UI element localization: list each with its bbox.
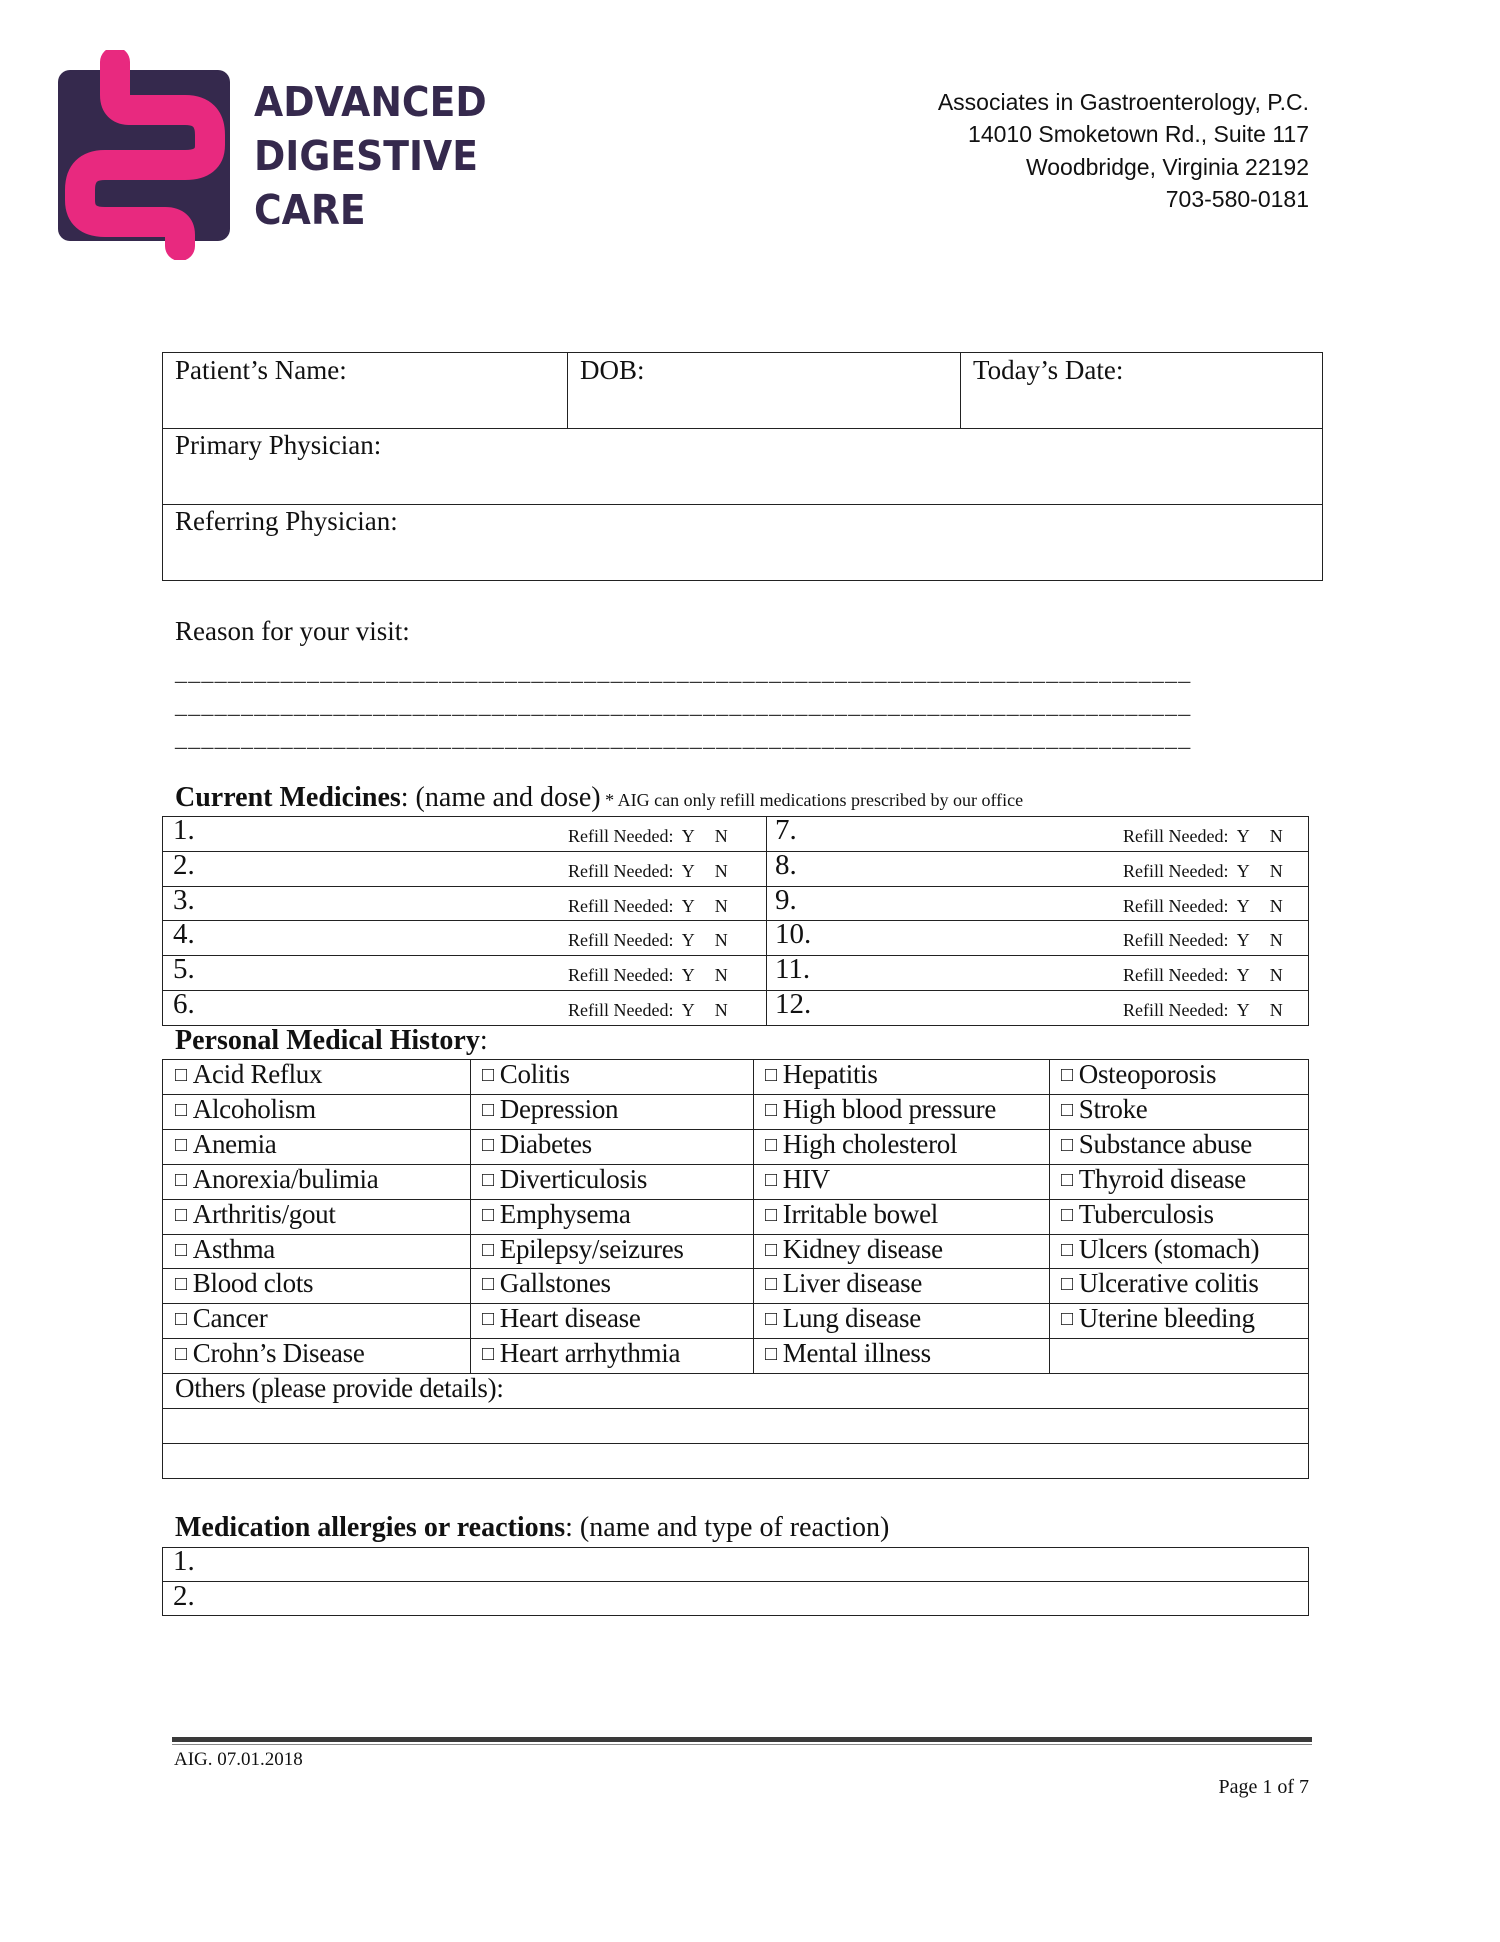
refill-label: Refill Needed:: [568, 1000, 682, 1020]
checkbox-icon[interactable]: □: [765, 1343, 777, 1366]
refill-needed: [568, 861, 728, 882]
refill-needed: [1123, 1000, 1283, 1021]
medicine-row-10[interactable]: 10.: [775, 918, 812, 951]
refill-no-option[interactable]: N: [1269, 826, 1283, 846]
refill-label: Refill Needed:: [1123, 860, 1237, 881]
medicine-row-5[interactable]: 5.: [173, 953, 195, 986]
history-checkbox-tuberculosis[interactable]: [1061, 1199, 1214, 1230]
reason-line-3[interactable]: _____________________________________________________________________________: [175, 726, 1192, 752]
street-address: 14010 Smoketown Rd., Suite 117: [968, 121, 1309, 147]
condition-label: Osteoporosis: [1078, 1059, 1217, 1089]
allergies-heading: Medication allergies or reactions: (name and type of reaction): [175, 1512, 890, 1543]
others-label: Others (please provide details):: [175, 1373, 504, 1404]
checkbox-icon[interactable]: □: [175, 1343, 187, 1366]
medicines-table: [162, 816, 1309, 1026]
refill-needed: [1123, 930, 1283, 951]
refill-label: Refill Needed:: [568, 860, 682, 881]
checkbox-icon[interactable]: □: [482, 1168, 494, 1191]
divider: [960, 352, 961, 428]
refill-no-option[interactable]: N: [714, 895, 728, 916]
history-checkbox-hepatitis[interactable]: [765, 1059, 878, 1090]
condition-label: Gallstones: [499, 1268, 611, 1299]
history-checkbox-acid-reflux[interactable]: [175, 1059, 322, 1090]
refill-needed: [568, 826, 728, 847]
condition-label: HIV: [782, 1163, 830, 1194]
checkbox-icon[interactable]: □: [765, 1238, 777, 1261]
refill-no-option[interactable]: N: [1269, 1000, 1283, 1020]
refill-yes-option[interactable]: Y: [681, 1000, 695, 1020]
medical-history-heading: Personal Medical History:: [175, 1025, 488, 1056]
condition-label: Cancer: [192, 1303, 268, 1334]
refill-label: Refill Needed:: [568, 826, 682, 846]
divider: [163, 851, 1308, 852]
history-checkbox-epilepsy-seizures[interactable]: [482, 1234, 684, 1265]
divider: [163, 990, 1308, 991]
divider: [470, 1060, 471, 1374]
history-checkbox-ulcers-stomach-[interactable]: [1061, 1234, 1259, 1265]
refill-label: Refill Needed:: [1123, 826, 1237, 846]
history-checkbox-crohn-s-disease[interactable]: [175, 1338, 365, 1369]
medicine-row-6[interactable]: 6.: [173, 988, 195, 1020]
condition-label: Anorexia/bulimia: [192, 1163, 379, 1194]
divider: [753, 1060, 754, 1374]
checkbox-icon[interactable]: □: [175, 1308, 187, 1331]
refill-no-option[interactable]: N: [1269, 895, 1283, 916]
history-checkbox-cancer[interactable]: [175, 1303, 267, 1334]
medicine-row-2[interactable]: 2.: [173, 848, 195, 881]
history-checkbox-diabetes[interactable]: [482, 1129, 592, 1160]
refill-no-option[interactable]: N: [714, 965, 728, 986]
refill-label: Refill Needed:: [568, 930, 682, 951]
reason-line-1[interactable]: _____________________________________________________________________________: [175, 660, 1192, 686]
condition-label: Acid Reflux: [192, 1059, 323, 1089]
condition-label: Crohn’s Disease: [192, 1338, 365, 1369]
condition-label: Lung disease: [782, 1303, 921, 1334]
history-checkbox-uterine-bleeding[interactable]: [1061, 1303, 1255, 1334]
condition-label: Arthritis/gout: [192, 1198, 336, 1229]
checkbox-icon[interactable]: □: [1061, 1203, 1073, 1226]
checkbox-icon[interactable]: □: [765, 1203, 777, 1226]
condition-label: Asthma: [192, 1233, 275, 1264]
checkbox-icon[interactable]: □: [765, 1308, 777, 1331]
history-checkbox-colitis[interactable]: [482, 1059, 570, 1090]
history-checkbox-mental-illness[interactable]: [765, 1338, 931, 1369]
checkbox-icon[interactable]: □: [482, 1098, 494, 1121]
divider: [162, 504, 1323, 505]
refill-no-option[interactable]: N: [714, 826, 728, 846]
refill-yes-option[interactable]: Y: [1236, 895, 1250, 916]
checkbox-icon[interactable]: □: [765, 1133, 777, 1156]
history-checkbox-high-blood-pressure[interactable]: [765, 1094, 996, 1125]
patient-info-table: [162, 352, 1323, 581]
form-code: AIG. 07.01.2018: [174, 1749, 303, 1770]
history-checkbox-diverticulosis[interactable]: [482, 1164, 647, 1195]
condition-label: Ulcerative colitis: [1078, 1268, 1259, 1299]
history-checkbox-irritable-bowel[interactable]: [765, 1199, 938, 1230]
checkbox-icon[interactable]: □: [1061, 1098, 1073, 1121]
medicine-row-8[interactable]: 8.: [775, 848, 797, 881]
history-checkbox-arthritis-gout[interactable]: [175, 1199, 336, 1230]
checkbox-icon[interactable]: □: [765, 1168, 777, 1191]
allergy-row-2[interactable]: 2.: [173, 1579, 195, 1612]
history-checkbox-anorexia-bulimia[interactable]: [175, 1164, 378, 1195]
divider: [766, 817, 767, 1025]
checkbox-icon[interactable]: □: [482, 1133, 494, 1156]
refill-yes-option[interactable]: Y: [681, 965, 695, 986]
history-checkbox-heart-arrhythmia[interactable]: [482, 1338, 680, 1369]
refill-needed: [1123, 826, 1283, 847]
refill-label: Refill Needed:: [1123, 1000, 1237, 1020]
allergies-table: [162, 1547, 1309, 1616]
medicine-row-1[interactable]: 1.: [173, 814, 195, 846]
refill-label: Refill Needed:: [1123, 930, 1237, 951]
condition-label: Alcoholism: [192, 1093, 316, 1124]
others-details-line-2[interactable]: [163, 1444, 1308, 1477]
history-checkbox-hiv[interactable]: [765, 1164, 830, 1195]
refill-needed: [568, 896, 728, 917]
divider: [163, 920, 1308, 921]
checkbox-icon[interactable]: □: [765, 1064, 777, 1086]
refill-yes-option[interactable]: Y: [681, 930, 695, 951]
patient-name-field[interactable]: Patient’s Name:: [175, 355, 347, 385]
refill-needed: [568, 1000, 728, 1021]
refill-yes-option[interactable]: Y: [681, 826, 695, 846]
condition-label: Blood clots: [192, 1268, 314, 1299]
history-checkbox-depression[interactable]: [482, 1094, 618, 1125]
condition-label: Emphysema: [499, 1198, 631, 1229]
condition-label: Diabetes: [499, 1128, 592, 1159]
condition-label: Anemia: [192, 1128, 277, 1159]
condition-label: Depression: [499, 1093, 619, 1124]
logo-text-line-3: CARE: [254, 186, 366, 234]
condition-label: Tuberculosis: [1078, 1198, 1214, 1229]
checkbox-icon[interactable]: □: [175, 1098, 187, 1121]
refill-no-option[interactable]: N: [1269, 930, 1283, 951]
divider: [162, 428, 1323, 429]
condition-label: Colitis: [499, 1059, 570, 1089]
history-checkbox-lung-disease[interactable]: [765, 1303, 921, 1334]
primary-physician-field[interactable]: Primary Physician:: [175, 430, 382, 460]
checkbox-icon[interactable]: □: [482, 1308, 494, 1331]
history-checkbox-liver-disease[interactable]: [765, 1268, 922, 1299]
history-checkbox-substance-abuse[interactable]: [1061, 1129, 1252, 1160]
medicine-row-9[interactable]: 9.: [775, 883, 797, 916]
condition-label: Ulcers (stomach): [1078, 1233, 1260, 1264]
refill-needed: [568, 965, 728, 986]
medical-history-table: [162, 1059, 1309, 1479]
referring-physician-field[interactable]: Referring Physician:: [175, 506, 398, 536]
refill-yes-option[interactable]: Y: [1236, 930, 1250, 951]
checkbox-icon[interactable]: □: [1061, 1133, 1073, 1156]
dob-field[interactable]: DOB:: [580, 355, 645, 385]
checkbox-icon[interactable]: □: [1061, 1238, 1073, 1261]
checkbox-icon[interactable]: □: [1061, 1168, 1073, 1191]
practice-name: Associates in Gastroenterology, P.C.: [937, 89, 1309, 115]
checkbox-icon[interactable]: □: [765, 1273, 777, 1296]
refill-yes-option[interactable]: Y: [1236, 965, 1250, 986]
history-checkbox-high-cholesterol[interactable]: [765, 1129, 957, 1160]
refill-no-option[interactable]: N: [1269, 860, 1283, 881]
logo-text-line-1: ADVANCED: [254, 78, 487, 126]
condition-label: Epilepsy/seizures: [499, 1233, 684, 1264]
current-medicines-heading: Current Medicines: (name and dose) * AIG can only refill medications prescribed by our office: [175, 782, 1024, 813]
checkbox-icon[interactable]: □: [1061, 1273, 1073, 1296]
checkbox-icon[interactable]: □: [482, 1343, 494, 1366]
checkbox-icon[interactable]: □: [175, 1133, 187, 1156]
condition-label: Heart disease: [499, 1303, 641, 1334]
checkbox-icon[interactable]: □: [175, 1168, 187, 1191]
condition-label: Diverticulosis: [499, 1163, 648, 1194]
refill-yes-option[interactable]: Y: [681, 895, 695, 916]
checkbox-icon[interactable]: □: [1061, 1064, 1073, 1086]
refill-no-option[interactable]: N: [714, 860, 728, 881]
logo-icon: [50, 50, 240, 260]
history-checkbox-emphysema[interactable]: [482, 1199, 631, 1230]
condition-label: Thyroid disease: [1078, 1163, 1246, 1194]
checkbox-icon[interactable]: □: [482, 1273, 494, 1296]
checkbox-icon[interactable]: □: [482, 1238, 494, 1261]
history-checkbox-heart-disease[interactable]: [482, 1303, 641, 1334]
medicine-row-12[interactable]: 12.: [775, 988, 812, 1020]
refill-no-option[interactable]: N: [714, 1000, 728, 1020]
divider: [1049, 1060, 1050, 1374]
history-checkbox-osteoporosis[interactable]: [1061, 1059, 1216, 1090]
checkbox-icon[interactable]: □: [765, 1098, 777, 1121]
page-number: Page 1 of 7: [1218, 1776, 1309, 1798]
condition-label: Substance abuse: [1078, 1128, 1252, 1159]
history-checkbox-anemia[interactable]: [175, 1129, 276, 1160]
divider: [163, 886, 1308, 887]
checkbox-icon[interactable]: □: [175, 1238, 187, 1261]
refill-needed: [1123, 896, 1283, 917]
checkbox-icon[interactable]: □: [175, 1203, 187, 1226]
refill-no-option[interactable]: N: [1269, 965, 1283, 986]
history-checkbox-blood-clots[interactable]: [175, 1268, 313, 1299]
history-checkbox-ulcerative-colitis[interactable]: [1061, 1268, 1259, 1299]
allergy-row-1[interactable]: 1.: [173, 1545, 195, 1577]
refill-no-option[interactable]: N: [714, 930, 728, 951]
others-details-line-1[interactable]: [163, 1409, 1308, 1442]
refill-label: Refill Needed:: [568, 965, 682, 986]
condition-label: Liver disease: [782, 1268, 923, 1299]
condition-label: High blood pressure: [782, 1093, 997, 1124]
refill-yes-option[interactable]: Y: [1236, 860, 1250, 881]
condition-label: Irritable bowel: [782, 1198, 938, 1229]
divider: [567, 352, 568, 428]
logo-text-line-2: DIGESTIVE: [254, 132, 478, 180]
history-checkbox-stroke[interactable]: [1061, 1094, 1147, 1125]
medicine-row-3[interactable]: 3.: [173, 883, 195, 916]
history-checkbox-alcoholism[interactable]: [175, 1094, 316, 1125]
checkbox-icon[interactable]: □: [175, 1273, 187, 1296]
checkbox-icon[interactable]: □: [1061, 1308, 1073, 1331]
history-checkbox-thyroid-disease[interactable]: [1061, 1164, 1246, 1195]
condition-label: Heart arrhythmia: [499, 1338, 681, 1369]
refill-label: Refill Needed:: [568, 895, 682, 916]
medicine-row-7[interactable]: 7.: [775, 814, 797, 846]
footer-rule-thin: [172, 1744, 1312, 1745]
refill-needed: [1123, 965, 1283, 986]
refill-label: Refill Needed:: [1123, 895, 1237, 916]
reason-line-2[interactable]: _____________________________________________________________________________: [175, 693, 1192, 719]
city-state-zip: Woodbridge, Virginia 22192: [1025, 154, 1309, 180]
history-checkbox-gallstones[interactable]: [482, 1268, 611, 1299]
refill-needed: [1123, 861, 1283, 882]
history-checkbox-asthma[interactable]: [175, 1234, 275, 1265]
medicine-row-4[interactable]: 4.: [173, 918, 195, 951]
checkbox-icon[interactable]: □: [175, 1064, 187, 1086]
medicine-row-11[interactable]: 11.: [775, 953, 811, 986]
checkbox-icon[interactable]: □: [482, 1203, 494, 1226]
reason-for-visit-label: Reason for your visit:: [175, 616, 410, 646]
condition-label: Mental illness: [782, 1338, 931, 1369]
refill-yes-option[interactable]: Y: [1236, 1000, 1250, 1020]
divider: [163, 955, 1308, 956]
refill-yes-option[interactable]: Y: [681, 860, 695, 881]
history-checkbox-kidney-disease[interactable]: [765, 1234, 943, 1265]
checkbox-icon[interactable]: □: [482, 1064, 494, 1086]
condition-label: Kidney disease: [782, 1233, 943, 1264]
refill-needed: [568, 930, 728, 951]
condition-label: Stroke: [1078, 1093, 1148, 1124]
footer-rule: [172, 1737, 1312, 1742]
phone-number: 703-580-0181: [1165, 186, 1309, 212]
todays-date-field[interactable]: Today’s Date:: [973, 355, 1124, 385]
condition-label: Hepatitis: [782, 1059, 878, 1089]
condition-label: Uterine bleeding: [1078, 1303, 1255, 1334]
refill-label: Refill Needed:: [1123, 965, 1237, 986]
condition-label: High cholesterol: [782, 1128, 958, 1159]
refill-yes-option[interactable]: Y: [1236, 826, 1250, 846]
